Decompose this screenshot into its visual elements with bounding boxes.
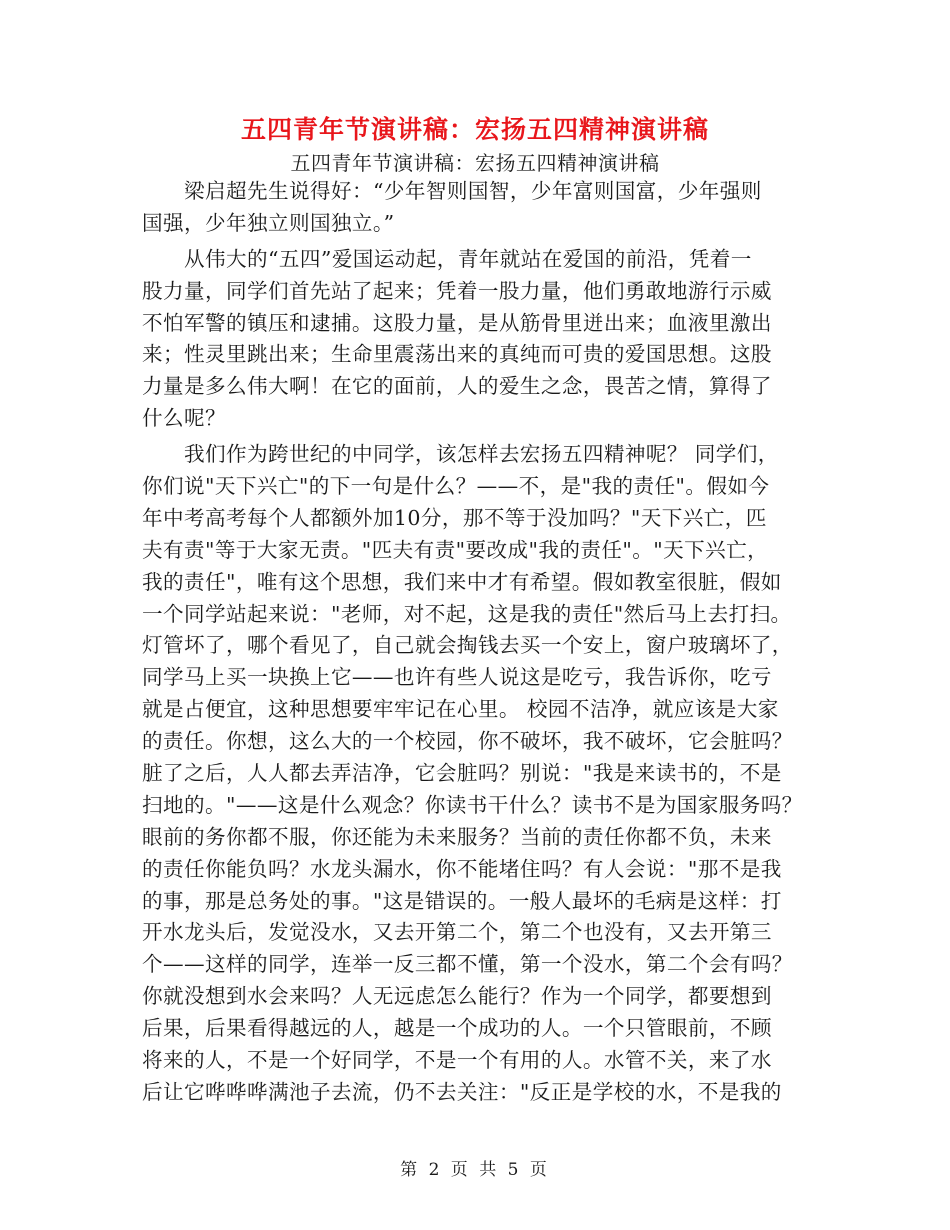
text-line: 你们说"天下兴亡"的下一句是什么？——不，是"我的责任"。假如今 (142, 474, 770, 499)
text-line: 后让它哗哗哗满池子去流，仍不去关注："反正是学校的水，不是我的 (142, 1079, 782, 1104)
text-line: 灯管坏了，哪个看见了，自己就会掏钱去买一个安上，窗户玻璃坏了， (142, 633, 793, 658)
text-line: 我的责任"，唯有这个思想，我们来中才有希望。假如教室很脏，假如 (142, 569, 782, 594)
text-line: 什么呢？ (142, 406, 226, 431)
text-line: 来；性灵里跳出来；生命里震荡出来的真纯而可贵的爱国思想。这股 (142, 342, 772, 367)
text-line: 同学马上买一块换上它——也许有些人说这是吃亏，我告诉你，吃亏 (142, 665, 772, 690)
page-number-footer: 第 2 页 共 5 页 (400, 1160, 550, 1180)
paragraph-3 (142, 439, 832, 1109)
text-line: 夫有责"等于大家无责。"匹夫有责"要改成"我的责任"。"天下兴亡， (142, 537, 769, 562)
text-line: 力量是多么伟大啊！在它的面前，人的爱生之念，畏苦之情，算得了 (142, 374, 772, 399)
text-line: 我们作为跨世纪的中同学，该怎样去宏扬五四精神呢？ 同学们， (184, 442, 779, 467)
document-title: 五四青年节演讲稿：宏扬五四精神演讲稿 (240, 115, 709, 144)
text-line: 的事，那是总务处的事。"这是错误的。一般人最坏的毛病是这样：打 (142, 888, 782, 913)
text-line: 开水龙头后，发觉没水，又去开第二个，第二个也没有，又去开第三 (142, 920, 772, 945)
text-line: 将来的人，不是一个好同学，不是一个有用的人。水管不关，来了水 (142, 1048, 772, 1073)
text-line: 不怕军警的镇压和逮捕。这股力量，是从筋骨里迸出来；血液里激出 (142, 310, 772, 335)
text-line: 扫地的。"——这是什么观念？你读书干什么？读书不是为国家服务吗？ (142, 792, 803, 817)
text-line: 后果，后果看得越远的人，越是一个成功的人。一个只管眼前，不顾 (142, 1016, 772, 1041)
text-line: 年中考高考每个人都额外加10分，那不等于没加吗？"天下兴亡，匹 (142, 505, 767, 530)
text-line: 眼前的务你都不服，你还能为未来服务？当前的责任你都不负，未来 (142, 824, 772, 849)
text-line: 就是占便宜，这种思想要牢牢记在心里。 校园不洁净，就应该是大家 (142, 697, 779, 722)
document-body (142, 176, 832, 1109)
text-line: 的责任。你想，这么大的一个校园，你不破坏，我不破坏，它会脏吗？ (142, 729, 793, 754)
text-line: 的责任你能负吗？水龙头漏水，你不能堵住吗？有人会说："那不是我 (142, 856, 782, 881)
text-line: 股力量，同学们首先站了起来；凭着一股力量，他们勇敢地游行示威 (142, 278, 772, 303)
text-line: 你就没想到水会来吗？人无远虑怎么能行？作为一个同学，都要想到 (142, 984, 772, 1009)
text-line: 脏了之后，人人都去弄洁净，它会脏吗？别说："我是来读书的，不是 (142, 761, 782, 786)
text-line: 国强，少年独立则国独立。” (142, 210, 395, 235)
paragraph-1 (142, 176, 832, 240)
text-line: 一个同学站起来说："老师，对不起，这是我的责任"然后马上去打扫。 (142, 601, 792, 626)
document-subtitle: 五四青年节演讲稿：宏扬五四精神演讲稿 (290, 151, 660, 175)
text-line: 从伟大的“五四”爱国运动起，青年就站在爱国的前沿，凭着一 (184, 246, 752, 271)
text-line: 个——这样的同学，连举一反三都不懂，第一个没水，第二个会有吗？ (142, 952, 793, 977)
paragraph-2 (142, 244, 832, 435)
text-line: 梁启超先生说得好：“少年智则国智，少年富则国富，少年强则 (184, 179, 762, 203)
